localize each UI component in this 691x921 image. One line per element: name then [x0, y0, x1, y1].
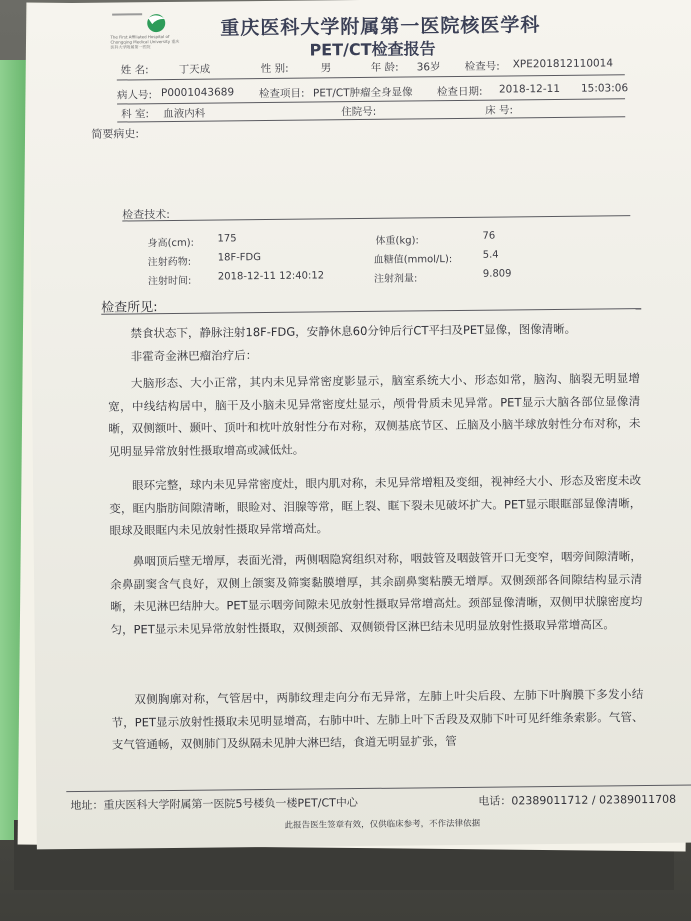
report-sheet: [28, 0, 691, 849]
exam-time-value: 15:03:06: [580, 82, 629, 95]
dose-value: 9.809: [482, 268, 512, 280]
exam-date-value: 2018-12-11: [498, 82, 561, 96]
patient-row-1: [87, 57, 635, 77]
findings-paragraph-6: 双侧胸廓对称，气管居中，两肺纹理走向分布无异常，左肺上叶尖后段、左肺下叶胸膜下多发小结节，PET显示放射性摄取未见明显增高，右肺中叶、左肺上叶下舌段及双肺下叶可见纤维条索影。气管、支气管通畅，双侧肺门及纵隔未见肿大淋巴结，食道无明显扩张，管: [111, 687, 644, 752]
bed-label: 床 号:: [485, 104, 514, 117]
findings-paragraph-3: 大脑形态、大小正常，其内未见异常密度影显示，脑室系统大小、形态如常，脑沟、脑裂无明显增宽，中线结构居中，脑干及小脑未见异常密度灶显示，颅骨骨质未见异常。PET显示大脑各部位显像清晰，双侧额叶、颞叶、顶叶和枕叶放射性分布对称，双侧基底节区、丘脑及小脑半球放射性分布对称，未见明显异常放射性摄取增高或减低灶。: [108, 371, 641, 459]
logo-text: The First Affiliated Hospital of Chongqing Medical University 重庆医科大学附属第一医院: [110, 33, 180, 50]
technique-divider: [122, 215, 630, 221]
name-label: 姓 名:: [120, 64, 149, 77]
findings-paragraph-5: 鼻咽顶后壁无增厚，表面光滑，两侧咽隐窝组织对称，咽鼓管及咽鼓管开口无变窄，咽旁间隙清晰，余鼻副窦含气良好，双侧上颌窦及筛窦黏膜增厚，其余副鼻窦粘膜无增厚。双侧颈部各间隙结构显示清晰，未见淋巴结肿大。PET显示咽旁间隙未见放射性摄取异常增高灶。颈部显像清晰，双侧甲状腺密度均匀，PET显示未见异常放射性摄取，双侧颈部、双侧锁骨区淋巴结未见明显放射性摄取异常增高区。: [110, 549, 643, 637]
findings-divider: [101, 308, 641, 315]
history-label: 简要病史:: [91, 127, 140, 141]
glucose-value: 5.4: [482, 249, 499, 261]
sex-value: 男: [320, 62, 332, 75]
height-value: 175: [217, 233, 237, 245]
findings-paragraph-2: 非霍奇金淋巴瘤治疗后：: [130, 348, 258, 364]
findings-paragraph-4: 眼环完整，球内未见异常密度灶，眼内肌对称，未见异常增粗及变细，视神经大小、形态及密度未改变，眶内脂肪间隙清晰，眼睑对、泪腺等常，眶上裂、眶下裂未见破坏扩大。PET显示眼眶部显像清晰，眼球及眼眶内未见放射性摄取异常增高灶。: [109, 473, 642, 538]
weight-value: 76: [482, 230, 496, 242]
footer-note: 此报告医生签章有效，仅供临床参考，不作法律依据: [284, 818, 481, 831]
glucose-label: 血糖值(mmol/L):: [373, 254, 453, 266]
footer-phone: 电话：02389011712 / 02389011708: [478, 792, 677, 808]
report-title: PET/CT检查报告: [309, 39, 436, 60]
drug-label: 注射药物:: [147, 256, 192, 269]
dose-label: 注射剂量:: [373, 273, 418, 285]
dept-value: 血液内科: [163, 107, 206, 121]
findings-paragraph-1: 禁食状态下，静脉注射18F-FDG，安静休息60分钟后行CT平扫及PET显像，图像清晰。: [130, 321, 577, 341]
age-value: 36岁: [416, 61, 441, 74]
age-label: 年 龄:: [370, 61, 399, 74]
exam-item-value: PET/CT肿瘤全身显像: [312, 86, 413, 100]
time-value: 2018-12-11 12:40:12: [217, 270, 325, 283]
exam-no-label: 检查号:: [464, 60, 500, 73]
exam-item-label: 检查项目:: [258, 87, 305, 101]
height-label: 身高(cm):: [147, 237, 195, 250]
exam-no-value: XPE201812110014: [512, 57, 614, 71]
exam-date-label: 检查日期:: [436, 85, 483, 99]
technique-grid: [145, 223, 625, 288]
weight-label: 体重(kg):: [375, 235, 419, 247]
pid-value: P0001043689: [160, 86, 235, 100]
ward-label: 住院号:: [341, 105, 377, 119]
time-label: 注射时间:: [147, 275, 192, 288]
drug-value: 18F-FDG: [217, 252, 262, 264]
footer-address: 地址：重庆医科大学附属第一医院5号楼负一楼PET/CT中心: [70, 796, 358, 813]
sex-label: 性 别:: [260, 62, 289, 76]
technique-label: 检查技术:: [122, 207, 171, 222]
name-value: 丁天成: [178, 63, 211, 76]
dept-label: 科 室:: [121, 108, 150, 121]
hospital-title: 重庆医科大学附属第一医院核医学科: [220, 14, 541, 40]
pid-label: 病人号:: [116, 89, 153, 102]
findings-label: 检查所见:: [101, 300, 158, 316]
